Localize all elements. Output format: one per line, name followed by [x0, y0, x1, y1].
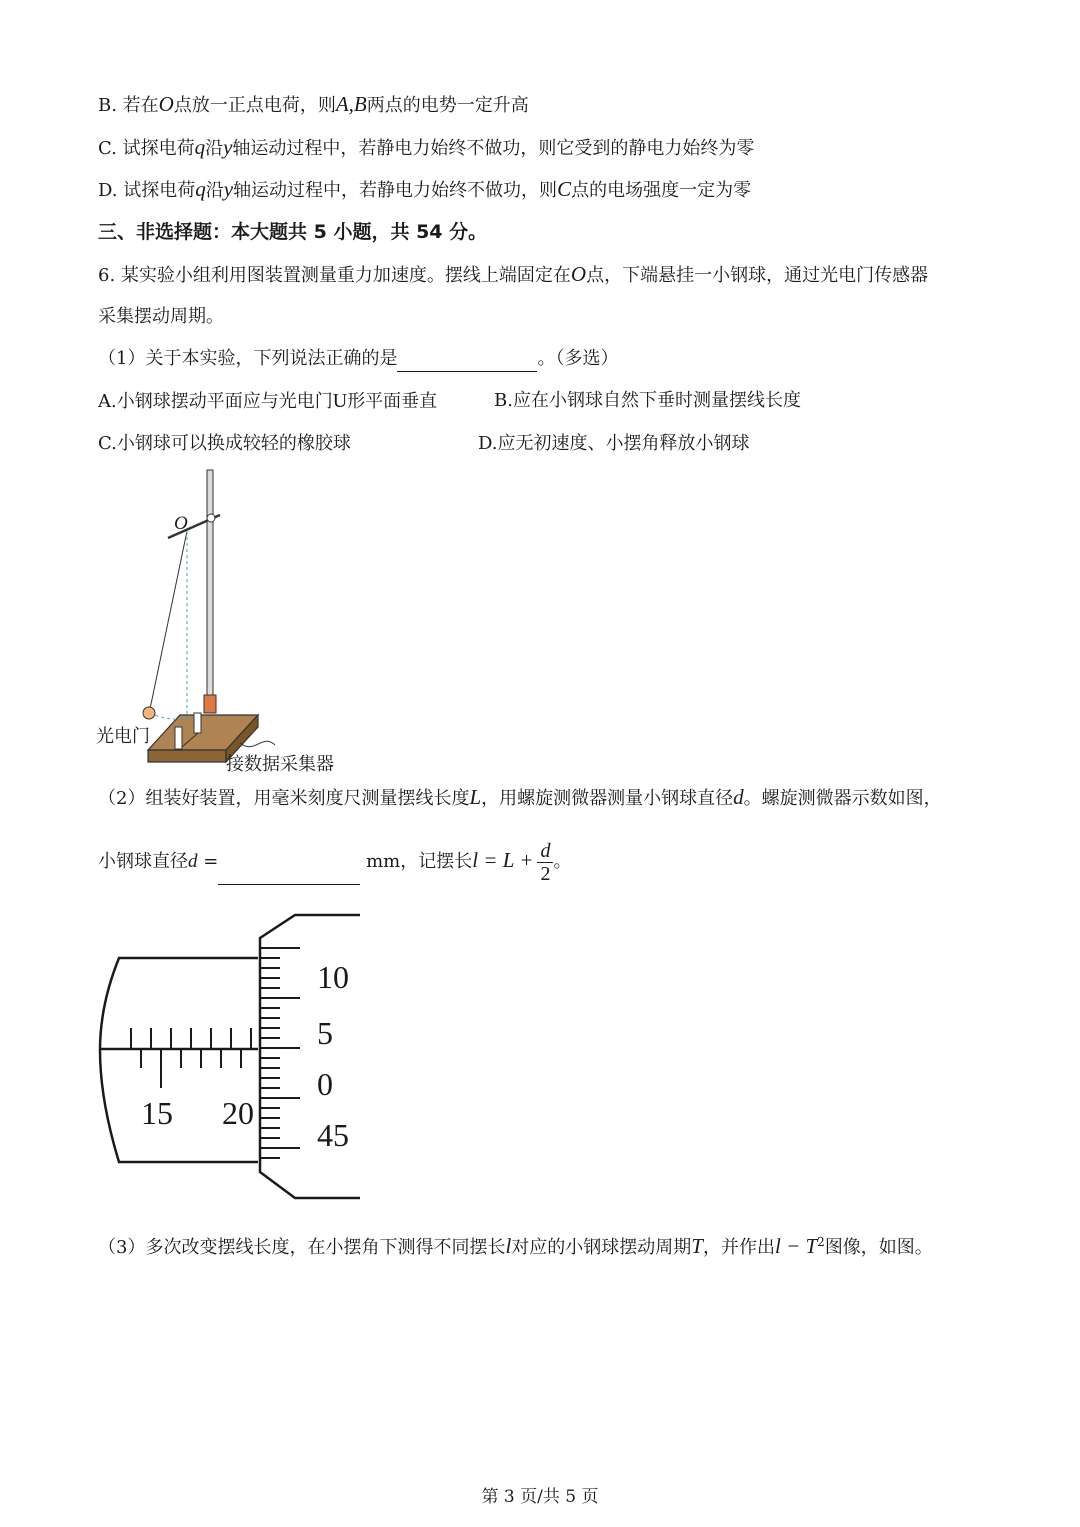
stand-rod	[207, 470, 213, 710]
thimble-label-0: 0	[317, 1066, 333, 1102]
page-footer: 第 3 页/共 5 页	[481, 1487, 599, 1507]
sleeve-outline	[100, 958, 258, 1162]
q6-part1-option-d: D.应无初速度、小摆角释放小钢球	[478, 433, 750, 454]
point-o-label: O	[174, 513, 188, 534]
photogate-label: 光电门	[96, 726, 150, 747]
q6-part1: （1）关于本实验，下列说法正确的是 。（多选）	[98, 347, 618, 372]
micrometer-figure	[95, 910, 375, 1210]
q6-part1-option-b: B.应在小钢球自然下垂时测量摆线长度	[494, 390, 801, 411]
q6-part2-line1: （2）组装好装置，用毫米刻度尺测量摆线长度L，用螺旋测微器测量小钢球直径d。螺旋测微器示数如图，	[98, 785, 942, 809]
section-heading: 三、非选择题：本大题共 5 小题，共 54 分。	[98, 221, 488, 243]
answer-blank-2	[218, 840, 360, 885]
arm-clamp	[207, 514, 215, 522]
answer-blank-1	[397, 347, 537, 372]
upper-scale-ticks	[131, 1028, 251, 1049]
steel-ball	[143, 707, 155, 719]
main-scale-15: 15	[141, 1095, 173, 1131]
photogate-left-arm	[175, 727, 182, 749]
thimble-label-45: 45	[317, 1117, 349, 1153]
q6-intro-line1: 6. 某实验小组利用图装置测量重力加速度。摆线上端固定在O点，下端悬挂一小钢球，通过光电门传感器	[98, 262, 929, 286]
option-b: B. 若在O点放一正点电荷，则A,B两点的电势一定升高	[98, 92, 529, 116]
pendulum-string	[150, 531, 187, 709]
main-scale-20: 20	[222, 1095, 254, 1131]
thimble-label-5: 5	[317, 1015, 333, 1051]
photogate-right-arm	[194, 713, 201, 733]
q6-part2-line2: 小钢球直径d = mm，记摆长l = L + $\frac{d}{2}$ 。	[98, 839, 572, 885]
thimble-label-10: 10	[317, 959, 349, 995]
base-board-front	[148, 750, 226, 762]
option-c: C. 试探电荷q沿y轴运动过程中，若静电力始终不做功，则它受到的静电力始终为零	[98, 135, 755, 159]
lower-scale-ticks	[141, 1049, 241, 1088]
cable	[240, 741, 275, 746]
q6-intro-line2: 采集摆动周期。	[98, 306, 224, 327]
q6-part3: （3）多次改变摆线长度，在小摆角下测得不同摆长l对应的小钢球摆动周期T，并作出$l - T^2$图像，如图。	[98, 1234, 933, 1258]
data-collector-label: 接数据采集器	[226, 754, 334, 775]
option-d: D. 试探电荷q沿y轴运动过程中，若静电力始终不做功，则C点的电场强度一定为零	[98, 177, 752, 201]
pendulum-apparatus-figure	[90, 465, 380, 780]
q6-part1-option-a: A.小钢球摆动平面应与光电门U形平面垂直	[98, 390, 438, 412]
q6-part1-option-c: C.小钢球可以换成较轻的橡胶球	[98, 433, 351, 454]
fraction-d-over-2: $\frac{d}{2}$	[537, 840, 553, 885]
clamp-block	[204, 695, 216, 713]
